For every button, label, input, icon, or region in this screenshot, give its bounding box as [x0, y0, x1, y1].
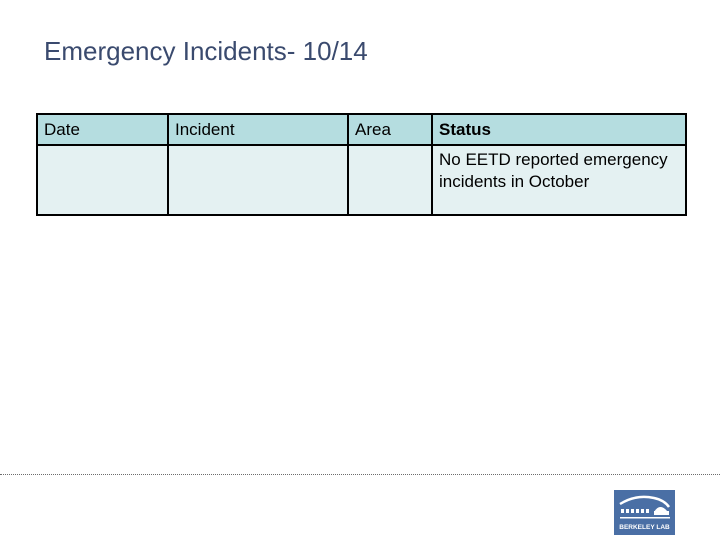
header-area: Area — [348, 114, 432, 145]
logo-wordmark: BERKELEY LAB — [619, 524, 670, 531]
berkeley-lab-logo-icon — [614, 490, 675, 535]
table-row — [37, 145, 686, 215]
table-header-row — [37, 114, 686, 145]
cell-area — [348, 145, 432, 215]
cell-incident — [168, 145, 348, 215]
incident-table — [36, 113, 687, 216]
page-title: Emergency Incidents- 10/14 — [44, 36, 368, 66]
header-date: Date — [37, 114, 168, 145]
cell-status: No EETD reported emergency incidents in October — [432, 145, 686, 215]
header-incident: Incident — [168, 114, 348, 145]
footer-divider — [0, 474, 720, 475]
cell-date — [37, 145, 168, 215]
header-status: Status — [432, 114, 686, 145]
